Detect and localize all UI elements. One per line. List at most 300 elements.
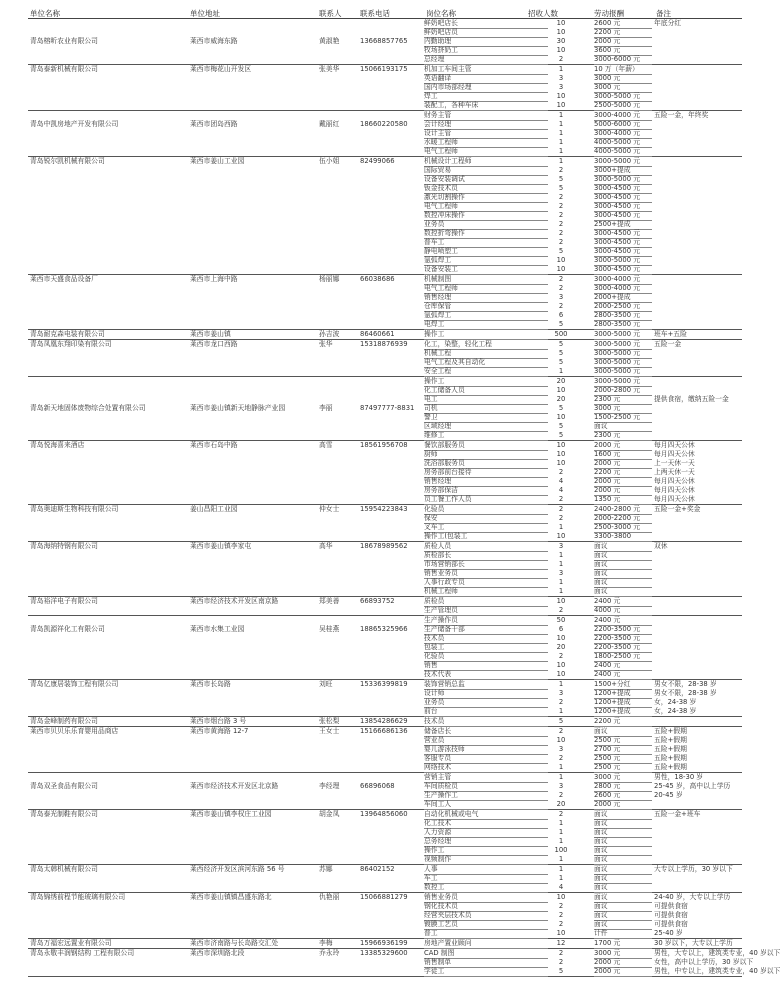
position-row	[424, 302, 742, 311]
headcount: 10	[556, 19, 566, 27]
notes: 五险+假期	[654, 727, 687, 735]
job-title: 营销主管	[424, 773, 548, 783]
salary: 10 万（年薪）	[594, 65, 652, 75]
headcount: 1	[558, 874, 564, 882]
company-group	[28, 111, 742, 157]
salary: 2200-3500 元	[594, 643, 652, 653]
company-address: 莱西市经济技术开发区北京路	[190, 782, 279, 790]
position-row	[424, 902, 742, 911]
salary: 面议	[594, 855, 652, 865]
salary: 3000-4500 元	[594, 211, 652, 221]
job-title: 司机	[424, 404, 548, 414]
contact-person: 杨丽娜	[319, 275, 340, 283]
headcount: 10	[556, 929, 566, 937]
company-name: 青岛双圣食品有限公司	[30, 782, 98, 790]
job-title: 生产操作工	[424, 791, 548, 801]
notes: 五险+假期	[654, 736, 687, 744]
job-title: 机加工车间主管	[424, 65, 548, 75]
notes: 20-45 岁	[654, 791, 683, 799]
job-title: 化验员	[424, 505, 548, 515]
job-title: 机械设计工程师	[424, 157, 548, 167]
position-row	[424, 238, 742, 247]
headcount: 10	[556, 670, 566, 678]
position-list	[424, 597, 742, 615]
salary: 1700 元	[594, 939, 652, 949]
position-row	[424, 65, 742, 74]
company-list	[28, 19, 780, 977]
contact-person: 孙吉波	[319, 330, 340, 338]
job-title: 生产操作员	[424, 616, 548, 626]
position-row	[424, 330, 742, 339]
job-title: 人力资源	[424, 828, 548, 838]
job-title: 前台	[424, 707, 548, 717]
salary: 2200-3500 元	[594, 634, 652, 644]
position-row	[424, 19, 742, 28]
company-name: 青岛泰光制鞋有限公司	[30, 810, 98, 818]
position-row	[424, 147, 742, 156]
contact-person: 仇艳丽	[319, 893, 340, 901]
position-row	[424, 37, 742, 46]
salary: 2200-3500 元	[594, 625, 652, 635]
salary: 面议	[594, 846, 652, 856]
salary: 面议	[594, 828, 652, 838]
contact-phone: 18561956708	[360, 441, 408, 449]
salary: 2400-2800 元	[594, 505, 652, 515]
position-row	[424, 800, 742, 809]
job-title: 激光切割操作	[424, 193, 548, 203]
salary: 2600 元	[594, 791, 652, 801]
headcount: 2	[558, 949, 564, 957]
company-name: 青岛锦绣前程节能玻璃有限公司	[30, 893, 126, 901]
salary: 3000 元	[594, 74, 652, 84]
salary: 2000-2500 元	[594, 302, 652, 312]
headcount: 2	[558, 202, 564, 210]
header-company-address: 单位地址	[190, 9, 220, 18]
headcount: 3	[558, 782, 564, 790]
position-row	[424, 431, 742, 440]
headcount: 1	[558, 65, 564, 73]
notes: 女，24-38 岁	[654, 707, 697, 715]
position-row	[424, 120, 742, 129]
headcount: 2	[558, 606, 564, 614]
job-title: 员工餐工作人员	[424, 495, 548, 505]
headcount: 3	[558, 569, 564, 577]
headcount: 5	[558, 340, 564, 348]
company-group	[28, 865, 742, 893]
company-name: 青岛裕洋电子有限公司	[30, 597, 98, 605]
company-group	[28, 377, 742, 441]
company-address: 莱西市龙口西路	[190, 340, 238, 348]
position-list	[424, 939, 742, 948]
position-row	[424, 542, 742, 551]
job-title: 仓库保管	[424, 302, 548, 312]
salary: 面议	[594, 837, 652, 847]
salary: 2000+提成	[594, 293, 652, 303]
position-row	[424, 55, 742, 64]
position-row	[424, 883, 742, 892]
headcount: 2	[558, 495, 564, 503]
position-row	[424, 865, 742, 874]
job-title: 销售制单	[424, 958, 548, 968]
company-group	[28, 441, 742, 505]
company-name: 莱西市天盛食品设备厂	[30, 275, 98, 283]
headcount: 1	[558, 763, 564, 771]
position-list	[424, 157, 742, 274]
job-title: 学徒工	[424, 967, 548, 977]
position-row	[424, 284, 742, 293]
job-title: 焊工	[424, 92, 548, 102]
headcount: 3	[558, 293, 564, 301]
salary: 3000 元	[594, 773, 652, 783]
position-list	[424, 65, 742, 110]
position-row	[424, 727, 742, 736]
notes: 上一天休一天	[654, 459, 695, 467]
job-title: 视频制作	[424, 855, 548, 865]
salary: 面议	[594, 865, 652, 875]
job-title: 财务主管	[424, 111, 548, 121]
headcount: 5	[558, 247, 564, 255]
notes: 每月四天公休	[654, 441, 695, 449]
salary: 2400 元	[594, 597, 652, 607]
job-title: 鲜奶吧店长	[424, 19, 548, 29]
position-row	[424, 477, 742, 486]
headcount: 2	[558, 791, 564, 799]
salary: 3000-4500 元	[594, 229, 652, 239]
company-address: 莱西市长岛路	[190, 680, 231, 688]
position-row	[424, 74, 742, 83]
headcount: 2	[558, 810, 564, 818]
position-list	[424, 330, 742, 339]
position-row	[424, 247, 742, 256]
job-title: CAD 制图	[424, 949, 548, 959]
position-row	[424, 193, 742, 202]
position-row	[424, 166, 742, 175]
company-name: 青岛亿康居装饰工程有限公司	[30, 680, 119, 688]
job-title: 电气工程师	[424, 147, 548, 157]
salary: 3000-4500 元	[594, 202, 652, 212]
company-group	[28, 597, 742, 616]
headcount: 1	[558, 560, 564, 568]
company-address: 莱西市经济技术开发区南京路	[190, 597, 279, 605]
contact-phone: 18678989562	[360, 542, 408, 550]
company-name: 青岛海纳特钢有限公司	[30, 542, 98, 550]
salary: 2800 元	[594, 782, 652, 792]
position-row	[424, 717, 742, 726]
notes: 每月四天公休	[654, 450, 695, 458]
company-name: 青岛永敬丰润钢结构 工程有限公司	[30, 949, 135, 957]
position-row	[424, 967, 780, 976]
headcount: 1	[558, 707, 564, 715]
headcount: 5	[558, 431, 564, 439]
position-row	[424, 413, 742, 422]
headcount: 5	[558, 404, 564, 412]
job-title: 氩弧焊工	[424, 256, 548, 266]
salary: 3000-6000 元	[594, 55, 652, 65]
position-row	[424, 386, 742, 395]
job-title: 销售经理	[424, 477, 548, 487]
contact-phone: 15966936199	[360, 939, 408, 947]
headcount: 4	[558, 477, 564, 485]
headcount: 30	[556, 37, 566, 45]
salary: 2000 元	[594, 477, 652, 487]
contact-person: 吴桂燕	[319, 625, 340, 633]
company-address: 莱西市姜山镇李家屯	[190, 542, 252, 550]
position-row	[424, 670, 742, 679]
salary: 1800-2500 元	[594, 652, 652, 662]
headcount: 20	[556, 395, 566, 403]
headcount: 4	[558, 486, 564, 494]
job-title: 洗浴部服务员	[424, 459, 548, 469]
headcount: 4	[558, 883, 564, 891]
position-row	[424, 486, 742, 495]
position-row	[424, 404, 742, 413]
company-address: 莱西市姜山镇新天地静脉产业园	[190, 404, 286, 412]
headcount: 2	[558, 284, 564, 292]
position-list	[424, 505, 742, 541]
contact-person: 李丽	[319, 404, 333, 412]
salary: 面议	[594, 569, 652, 579]
salary: 2000-2800 元	[594, 386, 652, 396]
job-title: 水暖工程师	[424, 138, 548, 148]
salary: 2700 元	[594, 745, 652, 755]
job-title: 化工，染整，轻化工程	[424, 340, 548, 350]
job-title: 技术代表	[424, 670, 548, 680]
company-group	[28, 157, 742, 275]
headcount: 5	[558, 967, 564, 975]
contact-person: 高雪	[319, 441, 333, 449]
contact-person: 苏娜	[319, 865, 333, 873]
salary: 2300 元	[594, 431, 652, 441]
headcount: 1	[558, 837, 564, 845]
job-title: 房务部保洁	[424, 486, 548, 496]
job-title: 内勤助理	[424, 37, 548, 47]
headcount: 1	[558, 111, 564, 119]
notes: 男性，18-30 岁	[654, 773, 704, 781]
header-job-title: 岗位名称	[426, 9, 456, 18]
company-address: 莱西经济开发区滨河东路 56 号	[190, 865, 285, 873]
job-title: 车间工人	[424, 800, 548, 810]
salary: 3000-5000 元	[594, 157, 652, 167]
salary: 面议	[594, 911, 652, 921]
position-row	[424, 689, 742, 698]
position-row	[424, 422, 742, 431]
headcount: 1	[558, 819, 564, 827]
headcount: 10	[556, 893, 566, 901]
position-row	[424, 736, 742, 745]
salary: 面议	[594, 883, 652, 893]
position-row	[424, 377, 742, 386]
headcount: 20	[556, 800, 566, 808]
job-title: 英语翻译	[424, 74, 548, 84]
contact-phone: 18865325966	[360, 625, 408, 633]
position-row	[424, 754, 742, 763]
job-title: 餐饮部服务员	[424, 441, 548, 451]
salary: 1350 元	[594, 495, 652, 505]
notes: 30 岁以下，大专以上学历	[654, 939, 733, 947]
headcount: 2	[558, 468, 564, 476]
job-title: 销售业务员	[424, 893, 548, 903]
headcount: 6	[558, 625, 564, 633]
contact-phone: 15066193175	[360, 65, 408, 73]
job-title: 数控工	[424, 883, 548, 893]
header-phone: 联系电话	[360, 9, 390, 18]
salary: 1500+分红	[594, 680, 652, 690]
salary: 4000-5000 元	[594, 138, 652, 148]
company-address: 莱西市济南路与长岛路交汇处	[190, 939, 279, 947]
position-row	[424, 367, 742, 376]
contact-person: 郑美善	[319, 597, 340, 605]
job-title: 警卫	[424, 413, 548, 423]
company-address: 莱西市水集工业园	[190, 625, 245, 633]
salary: 面议	[594, 920, 652, 930]
company-name: 青岛奥迪斯生物科技有限公司	[30, 505, 119, 513]
job-title: 区域经理	[424, 422, 548, 432]
notes: 五险一金+奖金	[654, 505, 701, 513]
header-salary: 劳动报酬	[594, 9, 624, 18]
header-contact: 联系人	[319, 9, 342, 18]
headcount: 1	[558, 773, 564, 781]
position-row	[424, 450, 742, 459]
position-row	[424, 395, 742, 404]
headcount: 1	[558, 828, 564, 836]
notes: 大专以上学历，30 岁以下	[654, 865, 733, 873]
job-title: 质检部长	[424, 551, 548, 561]
notes: 女性，高中以上学历，30 岁以下	[654, 958, 754, 966]
job-title: 数控折弯操作	[424, 229, 548, 239]
job-title: 鲜奶吧店员	[424, 28, 548, 38]
position-row	[424, 643, 742, 652]
headcount: 2	[558, 55, 564, 63]
contact-phone: 13854286629	[360, 717, 408, 725]
headcount: 2	[558, 505, 564, 513]
headcount: 6	[558, 311, 564, 319]
headcount: 1	[558, 129, 564, 137]
contact-phone: 15318876939	[360, 340, 408, 348]
headcount: 1	[558, 587, 564, 595]
job-title: 电气工程师	[424, 202, 548, 212]
contact-person: 高华	[319, 542, 333, 550]
notes: 25-40 岁	[654, 929, 683, 937]
notes: 每月四天公休	[654, 486, 695, 494]
salary: 2500 元	[594, 754, 652, 764]
position-row	[424, 101, 742, 110]
job-title: 人事行政专员	[424, 578, 548, 588]
position-list	[424, 949, 780, 976]
job-title: 技术员	[424, 717, 548, 727]
position-row	[424, 265, 742, 274]
position-row	[424, 523, 742, 532]
notes: 每月四天公休	[654, 495, 695, 503]
salary: 2000 元	[594, 486, 652, 496]
salary: 5000-6000 元	[594, 120, 652, 130]
headcount: 20	[556, 643, 566, 651]
job-title: 化验员	[424, 652, 548, 662]
headcount: 2	[558, 302, 564, 310]
salary: 1200+提成	[594, 698, 652, 708]
job-title: 机械工程师	[424, 587, 548, 597]
salary: 3000-5000 元	[594, 175, 652, 185]
salary: 面议	[594, 902, 652, 912]
headcount: 5	[558, 349, 564, 357]
job-title: 装配工，各种车床	[424, 101, 548, 111]
salary: 3000-5000 元	[594, 330, 652, 340]
position-row	[424, 661, 742, 670]
contact-person: 乔永玲	[319, 949, 340, 957]
position-row	[424, 358, 742, 367]
salary: 3300-3800	[594, 532, 652, 542]
salary: 2800-3500 元	[594, 320, 652, 330]
position-row	[424, 893, 742, 902]
position-row	[424, 949, 780, 958]
table-header	[28, 6, 742, 19]
salary: 3000-5000 元	[594, 358, 652, 368]
notes: 女，24-38 岁	[654, 698, 697, 706]
job-title: 操作工	[424, 846, 548, 856]
salary: 1500-2500 元	[594, 413, 652, 423]
position-list	[424, 377, 742, 440]
job-title: 镀膜工艺员	[424, 920, 548, 930]
job-title: 电气工程及其自动化	[424, 358, 548, 368]
headcount: 10	[556, 386, 566, 394]
company-address: 莱西市姜山镇	[190, 330, 231, 338]
position-row	[424, 828, 742, 837]
company-name: 莱西市贝贝乐乐育婴用品商店	[30, 727, 119, 735]
notes: 双休	[654, 542, 668, 550]
position-list	[424, 727, 742, 772]
headcount: 1	[558, 367, 564, 375]
position-row	[424, 157, 742, 166]
job-title: 设备安装工	[424, 265, 548, 275]
headcount: 1	[558, 523, 564, 531]
position-row	[424, 578, 742, 587]
position-row	[424, 495, 742, 504]
headcount: 2	[558, 958, 564, 966]
headcount: 10	[556, 46, 566, 54]
headcount: 2	[558, 754, 564, 762]
company-group	[28, 275, 742, 330]
company-name: 青岛太韩机械有限公司	[30, 865, 98, 873]
job-title: 技术员	[424, 634, 548, 644]
salary: 2200 元	[594, 717, 652, 727]
position-row	[424, 939, 742, 948]
company-address: 莱西市上海中路	[190, 275, 238, 283]
salary: 3000-5000 元	[594, 340, 652, 350]
salary: 3000 元	[594, 83, 652, 93]
company-name: 青岛耐克森电装有限公司	[30, 330, 105, 338]
notes: 班车+五险	[654, 330, 687, 338]
job-title: 静电喷塑工	[424, 247, 548, 257]
contact-phone: 86460661	[360, 330, 395, 338]
contact-person: 胡金凤	[319, 810, 340, 818]
job-title: 车工	[424, 874, 548, 884]
position-row	[424, 229, 742, 238]
company-name: 青岛锐尔凯机械有限公司	[30, 157, 105, 165]
position-row	[424, 551, 742, 560]
salary: 2500 元	[594, 763, 652, 773]
company-group	[28, 893, 742, 939]
company-name: 青岛榕昕农业有限公司	[30, 37, 98, 45]
header-company-name: 单位名称	[30, 9, 60, 18]
headcount: 2	[558, 727, 564, 735]
headcount: 10	[556, 265, 566, 273]
position-row	[424, 874, 742, 883]
headcount: 2	[558, 220, 564, 228]
salary: 2400 元	[594, 616, 652, 626]
salary: 面议	[594, 727, 652, 737]
position-row	[424, 846, 742, 855]
salary: 3000-4500 元	[594, 238, 652, 248]
job-title: 生产储备干部	[424, 625, 548, 635]
